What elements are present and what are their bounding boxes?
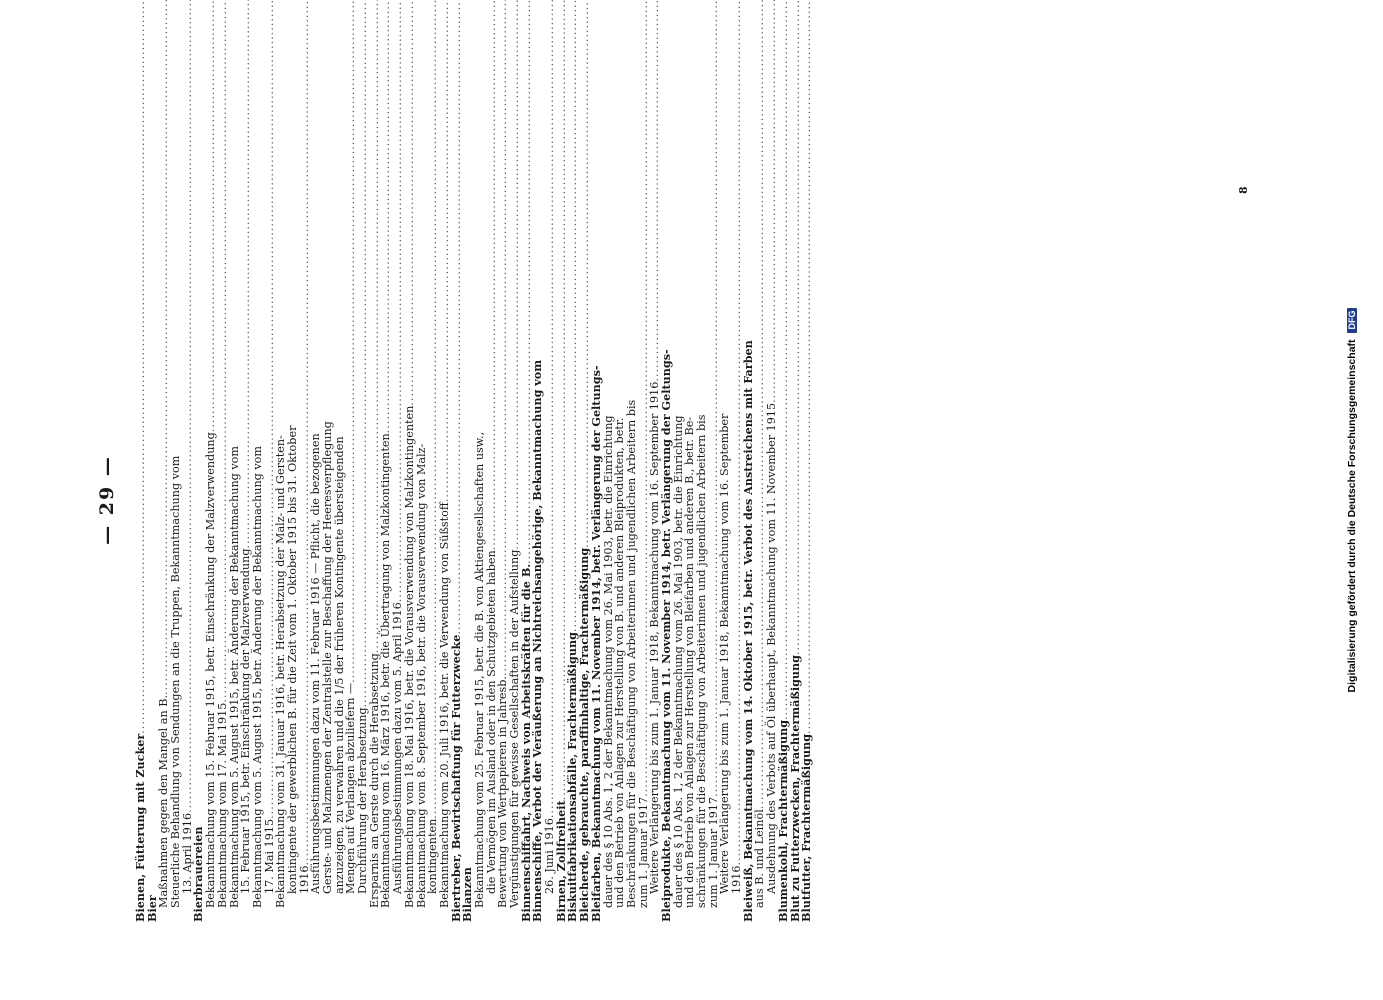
- entry-description: Bekanntmachung vom 17. Mai 1915: [215, 702, 229, 908]
- entry-description: Beschränkungen für die Beschäftigung von Arbeiterinnen und jugendlichen Arbeitern bis: [624, 399, 638, 908]
- entry-description: Bekanntmachung vom 11. November 1914, betr. Verlängerung der Geltungs-: [588, 365, 603, 852]
- entry-text: [135, 734, 147, 922]
- entry-description: Bekanntmachung vom 16. März 1916, betr. die Übertragung von Malzkontingenten: [379, 433, 393, 908]
- entry-keyword: Bleiprodukte,: [658, 835, 673, 922]
- leader-dots: [404, 0, 416, 406]
- leader-dots: [544, 0, 556, 818]
- footer-text: Digitalisierung gefördert durch die Deutsche Forschungsgemeinschaft: [1346, 339, 1358, 693]
- entry-keyword: Bienen,: [133, 873, 147, 922]
- entry-keyword: Bier: [144, 895, 159, 922]
- index-entry-line: [252, 150, 264, 922]
- index-entry-line: [448, 150, 463, 922]
- entry-description: Ersparnis an Gerste durch die Herabsetzung: [367, 653, 381, 908]
- dfg-logo: DFG: [1347, 308, 1357, 333]
- dfg-footer: [1346, 0, 1358, 1000]
- entry-description: die Vermögen im Ausland oder in den Schutzgebieten haben: [484, 550, 498, 894]
- entry-description: Mengen auf Verlangen abzuliefern —: [344, 682, 358, 894]
- entry-description: anzuzeigen, zu verwahren und die 1/5 der früheren Kontingente übersteigenden: [332, 436, 346, 894]
- entry-description: Bewirtschaftung für Futterzwecke: [448, 634, 463, 854]
- leader-dots: [439, 0, 451, 502]
- entry-description: Steuerliche Behandlung von Sendungen an die Truppen, Bekanntmachung vom: [169, 455, 183, 908]
- entry-description: Nachweis von Arbeitskräften für die B.: [518, 563, 533, 812]
- leader-dots: [801, 0, 813, 734]
- entry-description: Zollfreiheit: [553, 800, 568, 876]
- leader-dots: [649, 0, 661, 382]
- entry-description: Frachtermäßigung: [799, 733, 814, 856]
- entry-description: Bekanntmachung vom 5. August 1915, betr. Änderung der Bekanntmachung vom: [250, 445, 264, 908]
- entry-keyword: Birnen,: [553, 875, 568, 922]
- entry-description: Bekanntmachung vom 8. September 1916, betr. die Vorausverwendung von Malz-: [414, 443, 428, 908]
- index-entry-line: [801, 150, 813, 922]
- leader-dots: [182, 0, 194, 813]
- entry-description: 15. Februar 1915, betr. Einschränkung der Malzverwendung: [239, 548, 253, 894]
- entry-description: Fütterung mit Zucker: [133, 733, 147, 874]
- entry-description: Bekanntmachung vom 25. Februar 1915, betr. die B. von Aktiengesellschaften usw.,: [472, 431, 486, 908]
- entry-keyword: Bleifarben,: [588, 852, 603, 922]
- entry-description: Bekanntmachung vom 5. August 1915, betr. Änderung der Bekanntmachung vom: [227, 445, 241, 908]
- stray-mark: 8: [1237, 186, 1250, 194]
- entry-text: [801, 734, 813, 922]
- entry-description: 17. Mai 1915: [262, 818, 276, 894]
- index-entry-line: [135, 150, 147, 922]
- entry-description: dauer des § 10 Abs. 1, 2 der Bekanntmachung vom 26. Mai 1903, betr. die Einrichtung: [601, 415, 615, 908]
- entry-description: zum 1. Januar 1917: [636, 796, 650, 908]
- entry-description: 1916: [730, 865, 744, 894]
- entry-description: Verbot der Veräußerung an Nichtreichsangehörige, Bekanntmachung vom: [530, 359, 545, 832]
- entry-description: Maßnahmen gegen den Mangel an B.: [157, 695, 171, 908]
- index-entries: [135, 150, 813, 922]
- entry-description: Bekanntmachung vom 18. Mai 1916, betr. die Vorausverwendung von Malzkontingenten: [402, 405, 416, 908]
- entry-description: aus B. und Leinöl: [753, 809, 767, 908]
- entry-keyword: Bierbrauereien: [191, 826, 206, 922]
- entry-description: Vergünstigungen für gewisse Gesellschaften in der Aufstellung: [508, 549, 521, 908]
- entry-description: Bekanntmachung vom 31. Januar 1916, betr. Herabsetzung der Malz- und Gersten-: [274, 435, 288, 908]
- entry-keyword: Binnenschiffe,: [530, 831, 545, 922]
- index-entry-line: [170, 150, 182, 922]
- entry-text: [287, 426, 299, 894]
- leader-dots: [509, 0, 521, 550]
- entry-keyword: Bilanzen: [460, 867, 475, 922]
- entry-description: Frachtermäßigung: [565, 632, 580, 754]
- entry-description: Bekanntmachung vom 14. Oktober 1915, betr. Verbot des Anstreichens mit Farben: [740, 340, 755, 864]
- entry-description: dauer des § 10 Abs. 1, 2 der Bekanntmachung vom 26. Mai 1903, betr. die Einrichtung: [671, 415, 685, 908]
- entry-description: Gerste- und Malzmengen der Zentralstelle zur Beschaffung der Heeresverpflegung: [321, 421, 334, 894]
- entry-keyword: Blutfutter,: [799, 855, 814, 922]
- entry-description: Durchführung der Herabsetzung: [356, 707, 370, 894]
- index-entry-line: [182, 150, 194, 922]
- index-entry-line: [287, 150, 299, 922]
- leader-dots: [778, 0, 790, 720]
- leader-dots: [135, 0, 147, 734]
- entry-description: Weitere Verlängerung bis zum 1. Januar 1918, Bekanntmachung vom 16. September: [718, 413, 732, 894]
- entry-description: und den Betrieb von Anlagen zur Herstellung von Bleifarben und anderen B., betr. Be-: [683, 416, 697, 908]
- leader-dots: [357, 0, 369, 707]
- entry-keyword: Bleiweiß,: [740, 863, 755, 922]
- entry-description: Bekanntmachung vom 15. Februar 1915, betr. Einschränkung der Malzverwendung: [204, 432, 218, 908]
- entry-description: Frachtermäßigung: [775, 719, 790, 842]
- entry-description: Bewertung von Wertpapieren in Jahresb.: [496, 676, 510, 908]
- entry-keyword: Bleicherde,: [577, 850, 592, 922]
- entry-description: und den Betrieb von Anlagen zur Herstellung von B. und anderen Bleiprodukten, betr.: [613, 417, 627, 908]
- entry-description: schränkungen für die Beschäftigung von Arbeiterinnen und jugendlichen Arbeitern bis: [695, 414, 708, 908]
- entry-keyword: Binnenschiffahrt,: [518, 811, 533, 922]
- entry-description: Ausführungsbestimmungen dazu vom 11. Februar 1916 — Pflicht, die bezogenen: [309, 433, 323, 894]
- entry-description: Weitere Verlängerung bis zum 1. Januar 1918, Bekanntmachung vom 16. September 1916: [648, 381, 662, 894]
- entry-description: kontingenten: [426, 818, 440, 894]
- entry-description: 26. Juni 1916: [543, 818, 557, 894]
- entry-description: Ausführungsbestimmungen dazu vom 5. April 1916: [391, 602, 405, 894]
- entry-description: Ausdehnung des Verbots auf Öl überhaupt, Bekanntmachung vom 11. November 1915: [765, 402, 779, 894]
- entry-description: gebrauchte, paraffinhaltige, Frachtermäßigung: [577, 547, 592, 851]
- entry-keyword: Blut: [787, 894, 802, 922]
- entry-description: zu Futterzwecken, Frachtermäßigung: [787, 655, 802, 895]
- entry-description: 13. April 1916: [180, 812, 194, 894]
- entry-keyword: Biskuitfabrikationsabfälle,: [565, 753, 580, 922]
- entry-description: kontingente der gewerblichen B. für die Zeit vom 1. Oktober 1915 bis 31. Oktober: [285, 425, 299, 894]
- leader-dots: [451, 0, 463, 635]
- entry-description: Bekanntmachung vom 20. Juli 1916, betr. die Verwendung von Süßstoff: [437, 502, 451, 908]
- entry-description: zum 1. Januar 1917: [706, 796, 720, 908]
- entry-keyword: Blumenkohl,: [775, 841, 790, 922]
- entry-keyword: Biertreber,: [448, 853, 463, 922]
- entry-description: Bekanntmachung vom 11. November 1914, betr. Verlängerung der Geltungs-: [658, 349, 673, 836]
- entry-description: 1916: [297, 865, 311, 894]
- page-number: — 29 —: [96, 455, 118, 545]
